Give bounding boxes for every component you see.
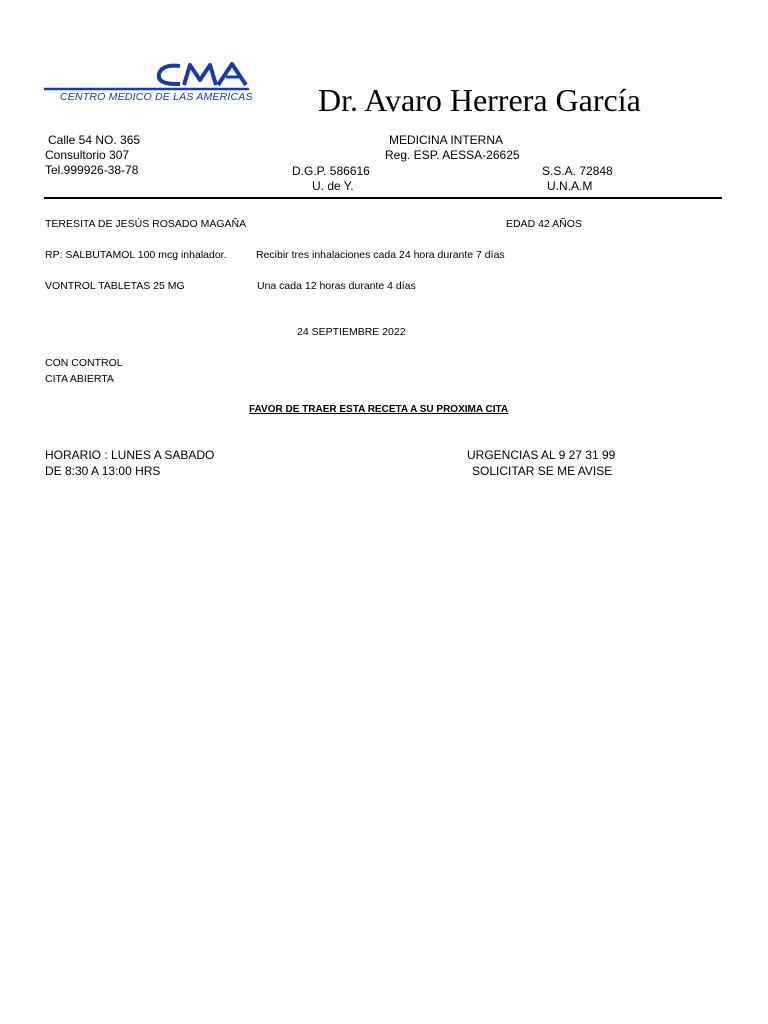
prescription-drug: RP: SALBUTAMOL 100 mcg inhalador. — [45, 249, 227, 261]
clinic-logo — [44, 60, 254, 110]
note-line: CON CONTROL — [45, 357, 123, 369]
phone: Tel.999926-38-78 — [45, 163, 139, 177]
ssa-number: S.S.A. 72848 — [542, 164, 613, 178]
note-line: CITA ABIERTA — [45, 373, 114, 385]
emergency-note: SOLICITAR SE ME AVISE — [472, 464, 613, 478]
notice-text: FAVOR DE TRAER ESTA RECETA A SU PROXIMA CITA — [249, 404, 509, 415]
patient-name: TERESITA DE JESÚS ROSADO MAGAÑA — [45, 218, 247, 230]
emergency-phone: URGENCIAS AL 9 27 31 99 — [467, 448, 616, 462]
patient-age: EDAD 42 AÑOS — [506, 218, 582, 230]
doctor-name: Dr. Avaro Herrera García — [318, 82, 641, 118]
prescription-instructions: Una cada 12 horas durante 4 días — [257, 280, 416, 292]
clinic-logo-subtitle: CENTRO MEDICO DE LAS AMERICAS — [60, 91, 253, 103]
schedule-days: HORARIO : LUNES A SABADO — [45, 448, 215, 462]
schedule-hours: DE 8:30 A 13:00 HRS — [45, 464, 161, 478]
office: Consultorio 307 — [45, 148, 130, 162]
registration: Reg. ESP. AESSA-26625 — [385, 148, 520, 162]
dgp-school: U. de Y. — [312, 179, 354, 193]
prescription-drug: VONTROL TABLETAS 25 MG — [45, 280, 185, 292]
cma-logo-icon — [44, 60, 254, 92]
ssa-school: U.N.A.M — [547, 179, 593, 193]
prescription-instructions: Recibir tres inhalaciones cada 24 hora durante 7 días — [256, 249, 505, 261]
prescription-date: 24 SEPTIEMBRE 2022 — [297, 326, 406, 338]
specialty: MEDICINA INTERNA — [389, 133, 504, 147]
dgp-number: D.G.P. 586616 — [292, 164, 370, 178]
address: Calle 54 NO. 365 — [48, 133, 141, 147]
header-divider — [44, 197, 722, 199]
